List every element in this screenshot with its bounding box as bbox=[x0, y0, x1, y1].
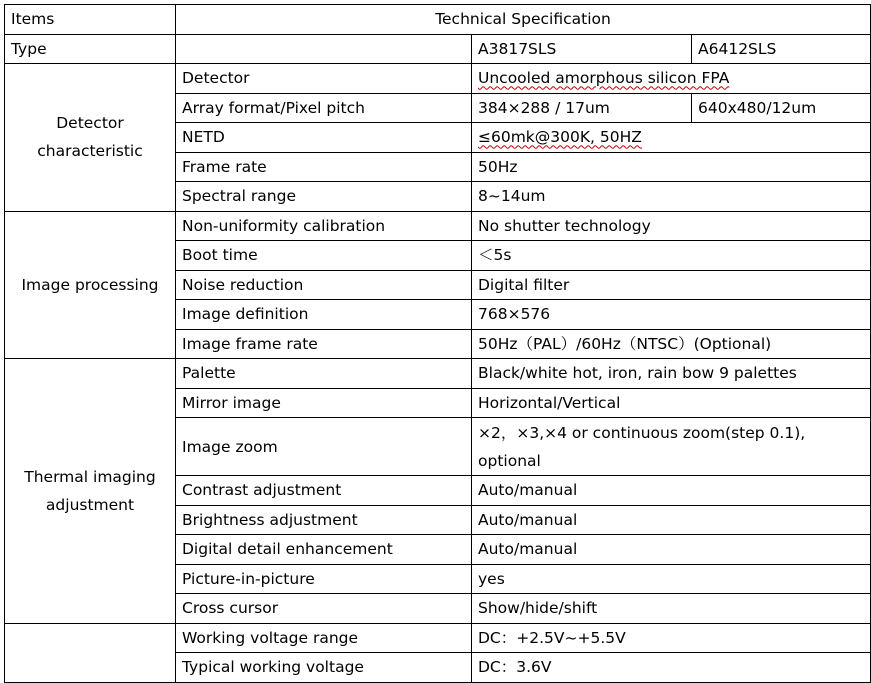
spellcheck-text: Uncooled amorphous silicon FPA bbox=[478, 69, 730, 88]
spellcheck-text: ≤60mk@300K, 50HZ bbox=[478, 128, 642, 147]
item-value: Auto/manual bbox=[472, 476, 871, 506]
item-label: Brightness adjustment bbox=[176, 505, 472, 535]
item-label: Contrast adjustment bbox=[176, 476, 472, 506]
item-label: Image definition bbox=[176, 300, 472, 330]
item-label: Palette bbox=[176, 359, 472, 389]
group-image-processing: Image processing bbox=[5, 211, 176, 359]
item-label: Picture-in-picture bbox=[176, 564, 472, 594]
item-label: Cross cursor bbox=[176, 594, 472, 624]
item-value: 50Hz bbox=[472, 152, 871, 182]
item-value: 768×576 bbox=[472, 300, 871, 330]
item-label: Digital detail enhancement bbox=[176, 535, 472, 565]
item-value: ×2，×3,×4 or continuous zoom(step 0.1), optional bbox=[472, 418, 871, 476]
type-empty-cell bbox=[176, 34, 472, 64]
table-row-type bbox=[5, 34, 871, 64]
item-value: 8~14um bbox=[472, 182, 871, 212]
item-label: Array format/Pixel pitch bbox=[176, 93, 472, 123]
item-label: Frame rate bbox=[176, 152, 472, 182]
item-value-a3817sls: 384×288 / 17um bbox=[472, 93, 692, 123]
item-label: Working voltage range bbox=[176, 623, 472, 653]
item-label: Image zoom bbox=[176, 418, 472, 476]
item-value: DC：+2.5V~+5.5V bbox=[472, 623, 871, 653]
item-value: Black/white hot, iron, rain bow 9 palettes bbox=[472, 359, 871, 389]
item-value: No shutter technology bbox=[472, 211, 871, 241]
item-value: yes bbox=[472, 564, 871, 594]
item-value: ＜5s bbox=[472, 241, 871, 271]
item-label: Image frame rate bbox=[176, 329, 472, 359]
item-label: NETD bbox=[176, 123, 472, 153]
item-value bbox=[472, 64, 871, 94]
item-value: Horizontal/Vertical bbox=[472, 388, 871, 418]
item-value: Auto/manual bbox=[472, 505, 871, 535]
item-label: Typical working voltage bbox=[176, 653, 472, 683]
group-unlabeled bbox=[5, 623, 176, 682]
item-value: Show/hide/shift bbox=[472, 594, 871, 624]
item-value-a6412sls: 640x480/12um bbox=[692, 93, 871, 123]
item-value: 50Hz（PAL）/60Hz（NTSC）(Optional) bbox=[472, 329, 871, 359]
model-a3817sls: A3817SLS bbox=[472, 34, 692, 64]
spec-table bbox=[4, 4, 871, 683]
item-label: Detector bbox=[176, 64, 472, 94]
item-value bbox=[472, 123, 871, 153]
item-label: Non-uniformity calibration bbox=[176, 211, 472, 241]
item-label: Spectral range bbox=[176, 182, 472, 212]
table-row bbox=[5, 623, 871, 653]
item-value: Digital filter bbox=[472, 270, 871, 300]
item-value: DC：3.6V bbox=[472, 653, 871, 683]
header-technical-specification: Technical Specification bbox=[176, 5, 871, 35]
group-thermal-imaging-adjustment: Thermal imaging adjustment bbox=[5, 359, 176, 624]
group-detector-characteristic: Detector characteristic bbox=[5, 64, 176, 212]
table-row bbox=[5, 64, 871, 94]
type-label: Type bbox=[5, 34, 176, 64]
item-label: Boot time bbox=[176, 241, 472, 271]
item-label: Mirror image bbox=[176, 388, 472, 418]
item-label: Noise reduction bbox=[176, 270, 472, 300]
item-value: Auto/manual bbox=[472, 535, 871, 565]
model-a6412sls: A6412SLS bbox=[692, 34, 871, 64]
table-row bbox=[5, 211, 871, 241]
header-items: Items bbox=[5, 5, 176, 35]
table-row bbox=[5, 359, 871, 389]
table-header-row bbox=[5, 5, 871, 35]
